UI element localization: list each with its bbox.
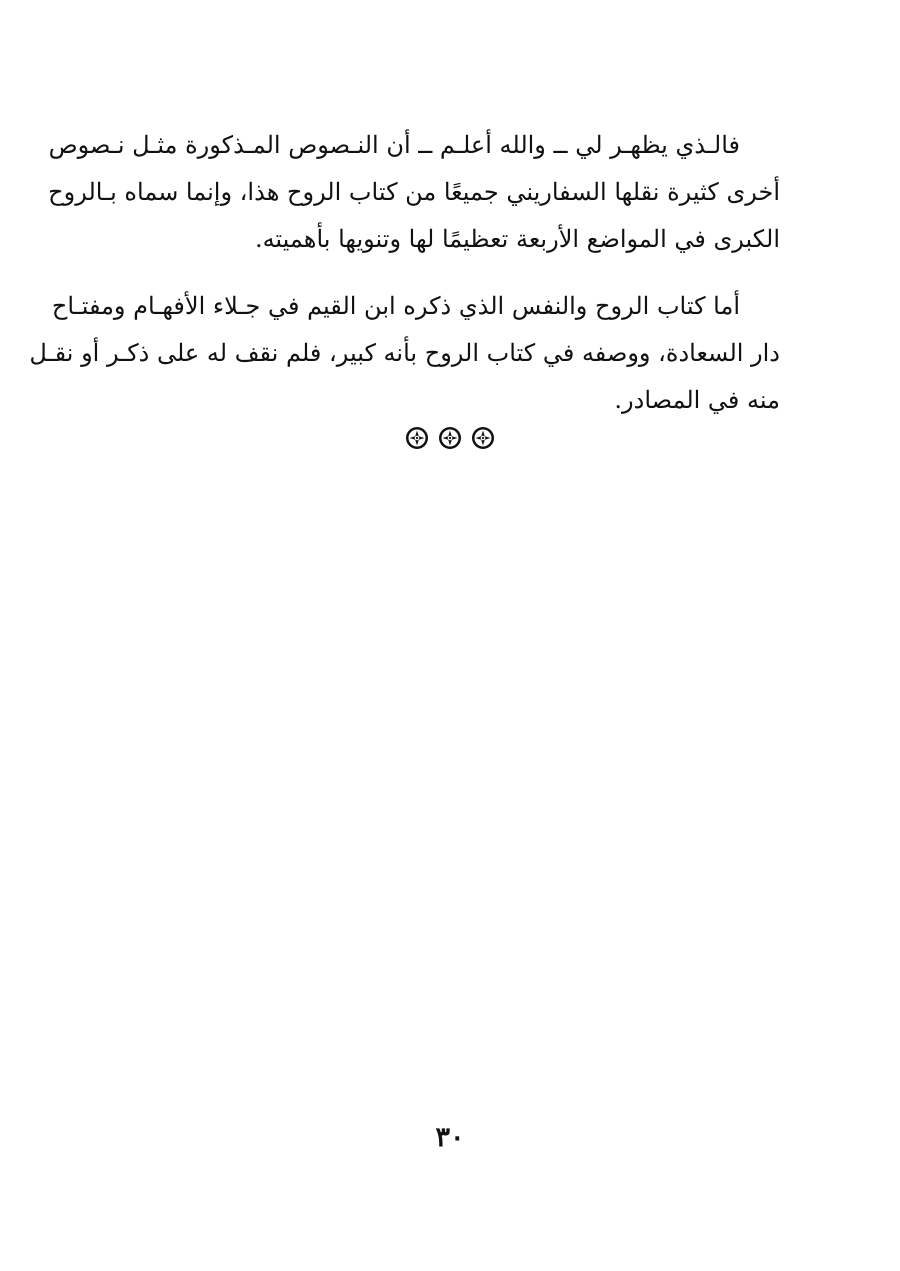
text-line: منه في المصادر. (614, 386, 780, 414)
text-line: دار السعادة، ووصفه في كتاب الروح بأنه كبير، فلم نقف له على ذكـر أو نقـل (29, 339, 780, 367)
text-line: أما كتاب الروح والنفس الذي ذكره ابن القيم في جـلاء الأفهـام ومفتـاح (51, 292, 740, 320)
text-line: الكبرى في المواضع الأربعة تعظيمًا لها وتنويها بأهميته. (254, 225, 780, 253)
flower-ornament-icon (471, 426, 495, 450)
section-divider (405, 425, 495, 451)
paragraph-2 (29, 283, 780, 424)
text-line: فالـذي يظهـر لي ــ والله أعلـم ــ أن النـصوص المـذكورة مثـل نـصوص (48, 131, 740, 159)
body-text (29, 122, 780, 444)
page-number: ٣٠ (435, 1122, 465, 1153)
flower-ornament-icon (438, 426, 462, 450)
flower-ornament-icon (405, 426, 429, 450)
text-line: أخرى كثيرة نقلها السفاريني جميعًا من كتاب الروح هذا، وإنما سماه بـالروح (48, 178, 780, 206)
paragraph-1 (48, 122, 780, 263)
